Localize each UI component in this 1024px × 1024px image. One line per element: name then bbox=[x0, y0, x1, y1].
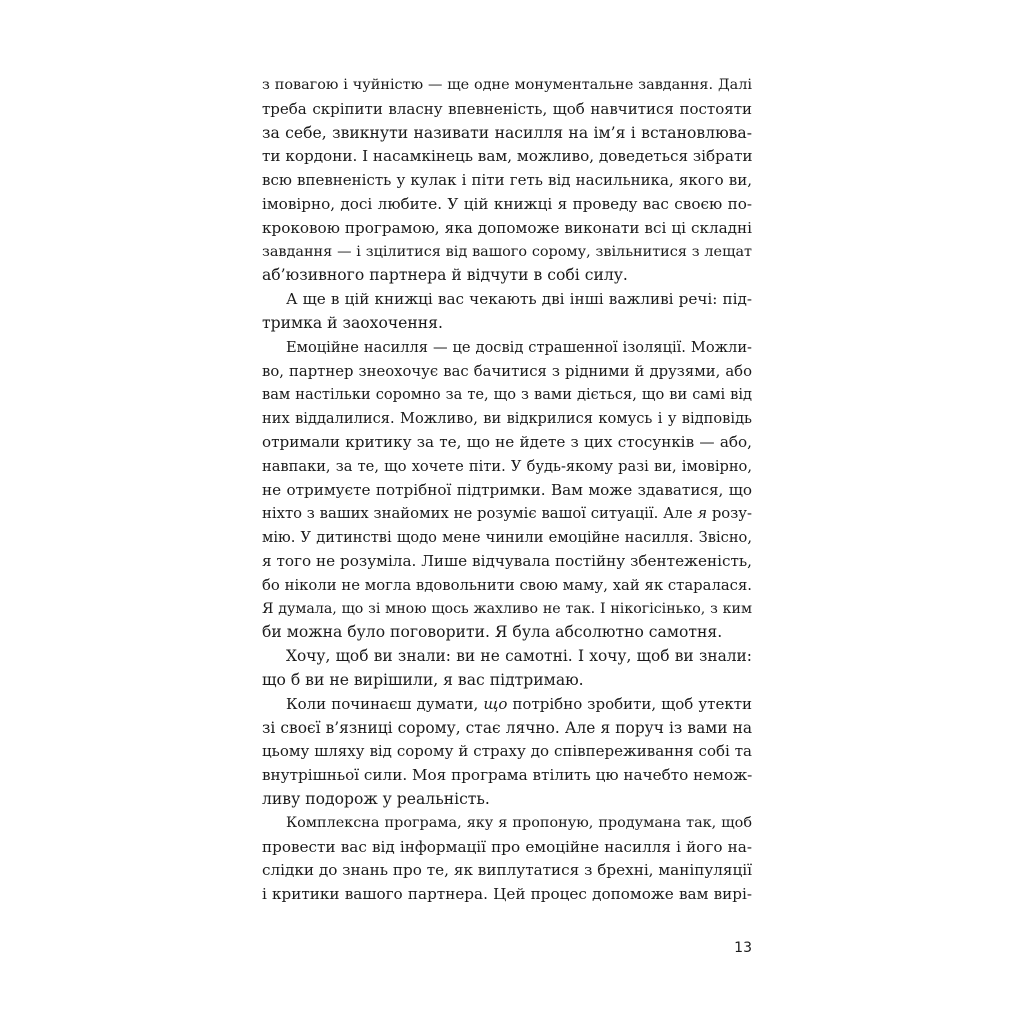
text-segment: кроковою програмою, яка допоможе виконати всі ці складні bbox=[262, 218, 752, 237]
text-line bbox=[262, 241, 752, 265]
text-line bbox=[262, 336, 752, 360]
text-line bbox=[262, 145, 752, 169]
text-segment: цьому шляху від сорому й страху до співпереживання собі та bbox=[262, 742, 752, 761]
text-segment: тримка й заохочення. bbox=[262, 313, 443, 332]
text-line bbox=[262, 717, 752, 741]
text-segment: розу- bbox=[707, 505, 752, 523]
text-line bbox=[262, 479, 752, 503]
text-segment: ливу подорож у реальність. bbox=[262, 789, 490, 808]
text-segment: і критики вашого партнера. Цей процес допоможе вам вирі- bbox=[262, 885, 752, 904]
text-segment: отримали критику за те, що не йдете з цих стосунків — або, bbox=[262, 432, 752, 451]
text-line bbox=[262, 407, 752, 431]
text-line bbox=[262, 288, 752, 312]
text-segment: Коли починаєш думати, bbox=[286, 694, 484, 713]
text-segment: я того не розуміла. Лише відчувала постійну збентеженість, bbox=[262, 551, 752, 570]
text-line bbox=[262, 812, 752, 836]
text-line bbox=[262, 859, 752, 883]
text-segment: Комплексна програма, яку я пропоную, продумана так, щоб bbox=[286, 814, 752, 831]
text-line bbox=[262, 312, 752, 336]
text-segment: зі своєї в’язниці сорому, стає лячно. Але я поруч із вами на bbox=[262, 718, 752, 737]
text-segment: з повагою і чуйністю — ще одне монументальне завдання. Далі bbox=[262, 77, 752, 93]
text-segment: аб’юзивного партнера й відчути в собі силу. bbox=[262, 266, 628, 285]
text-segment: навпаки, за те, що хочете піти. У будь-якому разі ви, імовірно, bbox=[262, 457, 752, 475]
text-segment: би можна було поговорити. Я була абсолютно самотня. bbox=[262, 623, 723, 642]
text-segment: що б ви не вирішили, я вас підтримаю. bbox=[262, 670, 584, 689]
text-segment: завдання — і зцілитися від вашого сорому, звільнитися з лещат bbox=[262, 243, 752, 260]
text-line bbox=[262, 764, 752, 788]
body-text bbox=[262, 74, 752, 907]
text-line bbox=[262, 502, 752, 526]
text-segment: вам настільки соромно за те, що з вами діється, що ви самі від bbox=[262, 386, 752, 404]
text-line bbox=[262, 526, 752, 550]
text-line bbox=[262, 360, 752, 384]
page-number: 13 bbox=[734, 940, 752, 956]
text-segment: Хочу, щоб ви знали: ви не самотні. І хочу, щоб ви знали: bbox=[286, 647, 752, 666]
text-line bbox=[262, 740, 752, 764]
text-segment: бо ніколи не могла вдовольнити свою маму, хай як старалася. bbox=[262, 576, 752, 594]
text-segment: А ще в цій книжці вас чекають дві інші важливі речі: під- bbox=[286, 290, 752, 309]
text-line bbox=[262, 74, 752, 98]
text-line bbox=[262, 669, 752, 693]
text-line bbox=[262, 122, 752, 146]
text-segment: треба скріпити власну впевненість, щоб навчитися постояти bbox=[262, 99, 752, 118]
text-segment: внутрішньої сили. Моя програма втілить цю начебто немож- bbox=[262, 766, 753, 785]
text-segment: всю впевненість у кулак і піти геть від насильника, якого ви, bbox=[262, 171, 752, 190]
text-line bbox=[262, 431, 752, 455]
italic-text: що bbox=[483, 694, 508, 713]
text-line bbox=[262, 98, 752, 122]
text-segment: мію. У дитинстві щодо мене чинили емоційне насилля. Звісно, bbox=[262, 529, 752, 547]
text-line bbox=[262, 788, 752, 812]
text-line bbox=[262, 455, 752, 479]
text-line bbox=[262, 574, 752, 598]
text-segment: Емоційне насилля — це досвід страшенної ізоляції. Можли- bbox=[286, 338, 752, 356]
text-line bbox=[262, 883, 752, 907]
text-segment: Я думала, що зі мною щось жахливо не так. І нікогісінько, з ким bbox=[262, 600, 752, 617]
text-line bbox=[262, 169, 752, 193]
text-segment: ти кордони. І насамкінець вам, можливо, доведеться зібрати bbox=[262, 147, 753, 166]
text-segment: ніхто з ваших знайомих не розуміє вашої ситуації. Але bbox=[262, 505, 698, 523]
text-line bbox=[262, 621, 752, 645]
text-segment: імовірно, досі любите. У цій книжці я проведу вас своєю по- bbox=[262, 194, 752, 213]
text-line bbox=[262, 217, 752, 241]
text-segment: них віддалилися. Можливо, ви відкрилися комусь і у відповідь bbox=[262, 410, 752, 428]
text-segment: во, партнер знеохочує вас бачитися з рідними й друзями, або bbox=[262, 362, 752, 380]
text-segment: не отримуєте потрібної підтримки. Вам може здаватися, що bbox=[262, 480, 752, 499]
text-line bbox=[262, 383, 752, 407]
text-line bbox=[262, 645, 752, 669]
text-segment: за себе, звикнути називати насилля на ім’я і встановлюва- bbox=[262, 123, 752, 142]
text-line bbox=[262, 598, 752, 622]
text-line bbox=[262, 836, 752, 860]
italic-text: я bbox=[697, 505, 708, 523]
text-line bbox=[262, 264, 752, 288]
text-segment: слідки до знань про те, як виплутатися з брехні, маніпуляції bbox=[262, 861, 752, 880]
text-segment: потрібно зробити, щоб утекти bbox=[507, 694, 752, 713]
text-segment: провести вас від інформації про емоційне насилля і його на- bbox=[262, 837, 752, 856]
text-line bbox=[262, 193, 752, 217]
text-line bbox=[262, 550, 752, 574]
text-line bbox=[262, 693, 752, 717]
